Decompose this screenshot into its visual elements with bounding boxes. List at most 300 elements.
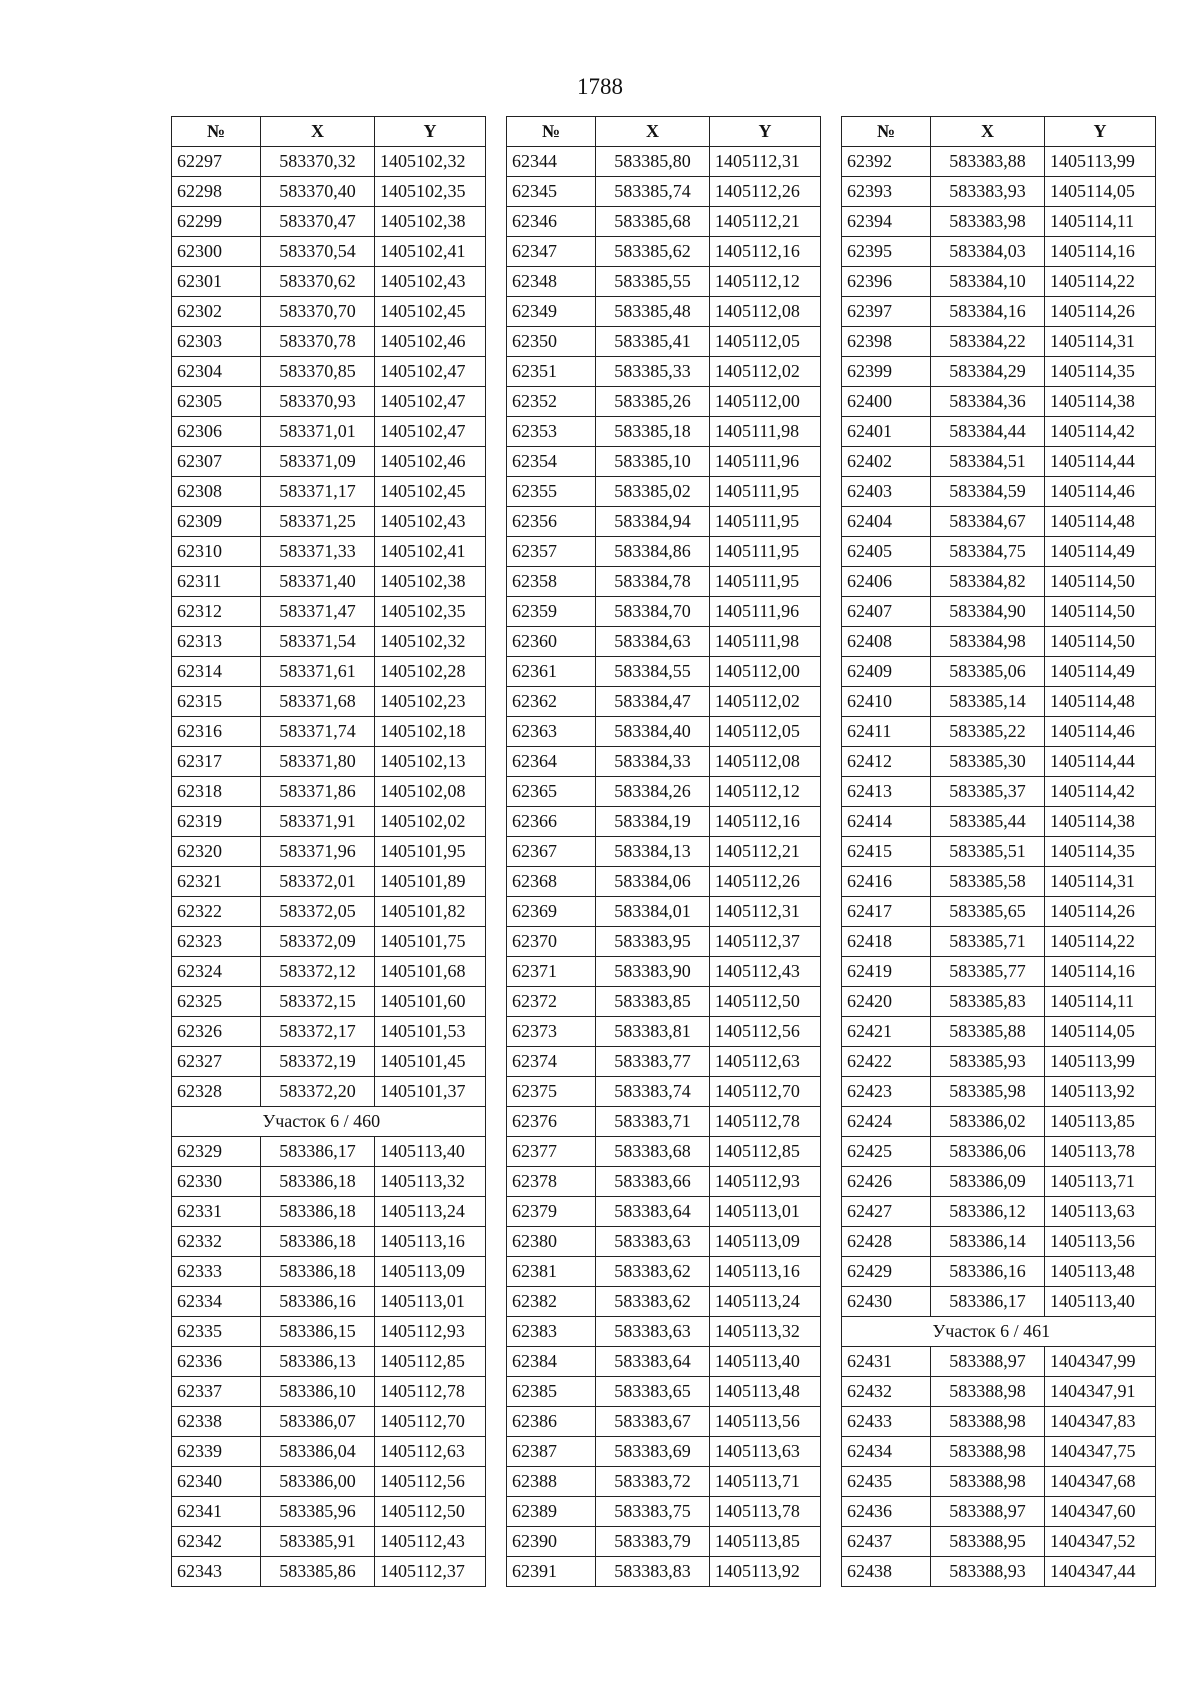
x-coordinate: 583384,44: [931, 417, 1045, 447]
coordinate-table-2: [506, 116, 821, 1587]
column-header-number: №: [172, 117, 261, 147]
point-number: 62406: [842, 567, 931, 597]
x-coordinate: 583383,72: [596, 1467, 710, 1497]
x-coordinate: 583370,40: [261, 177, 375, 207]
point-number: 62395: [842, 237, 931, 267]
table-row: [172, 1497, 486, 1527]
point-number: 62432: [842, 1377, 931, 1407]
y-coordinate: 1405112,12: [710, 777, 821, 807]
point-number: 62348: [507, 267, 596, 297]
y-coordinate: 1405114,38: [1045, 387, 1156, 417]
point-number: 62300: [172, 237, 261, 267]
x-coordinate: 583384,59: [931, 477, 1045, 507]
point-number: 62428: [842, 1227, 931, 1257]
table-row: [172, 477, 486, 507]
coordinate-table-3: [841, 116, 1156, 1587]
x-coordinate: 583371,47: [261, 597, 375, 627]
x-coordinate: 583371,61: [261, 657, 375, 687]
x-coordinate: 583385,44: [931, 807, 1045, 837]
point-number: 62375: [507, 1077, 596, 1107]
x-coordinate: 583386,04: [261, 1437, 375, 1467]
y-coordinate: 1405111,95: [710, 537, 821, 567]
table-row: [507, 897, 821, 927]
table-row: [172, 1407, 486, 1437]
y-coordinate: 1405112,93: [710, 1167, 821, 1197]
x-coordinate: 583384,70: [596, 597, 710, 627]
x-coordinate: 583385,96: [261, 1497, 375, 1527]
x-coordinate: 583385,71: [931, 927, 1045, 957]
x-coordinate: 583384,10: [931, 267, 1045, 297]
point-number: 62396: [842, 267, 931, 297]
y-coordinate: 1404347,68: [1045, 1467, 1156, 1497]
y-coordinate: 1405112,37: [375, 1557, 486, 1587]
y-coordinate: 1405113,85: [710, 1527, 821, 1557]
y-coordinate: 1405102,38: [375, 207, 486, 237]
x-coordinate: 583386,12: [931, 1197, 1045, 1227]
y-coordinate: 1405112,12: [710, 267, 821, 297]
point-number: 62366: [507, 807, 596, 837]
point-number: 62388: [507, 1467, 596, 1497]
table-row: [842, 1167, 1156, 1197]
y-coordinate: 1405113,16: [375, 1227, 486, 1257]
table-row: [172, 627, 486, 657]
y-coordinate: 1405113,71: [710, 1467, 821, 1497]
y-coordinate: 1404347,52: [1045, 1527, 1156, 1557]
x-coordinate: 583388,97: [931, 1497, 1045, 1527]
table-row: [172, 1317, 486, 1347]
table-row: [842, 567, 1156, 597]
x-coordinate: 583385,37: [931, 777, 1045, 807]
y-coordinate: 1405112,08: [710, 297, 821, 327]
x-coordinate: 583383,79: [596, 1527, 710, 1557]
table-row: [842, 867, 1156, 897]
table-row: [507, 1527, 821, 1557]
x-coordinate: 583385,55: [596, 267, 710, 297]
x-coordinate: 583385,91: [261, 1527, 375, 1557]
x-coordinate: 583372,12: [261, 957, 375, 987]
x-coordinate: 583384,01: [596, 897, 710, 927]
point-number: 62398: [842, 327, 931, 357]
point-number: 62328: [172, 1077, 261, 1107]
table-row: [172, 657, 486, 687]
point-number: 62407: [842, 597, 931, 627]
point-number: 62307: [172, 447, 261, 477]
point-number: 62370: [507, 927, 596, 957]
point-number: 62410: [842, 687, 931, 717]
point-number: 62312: [172, 597, 261, 627]
x-coordinate: 583385,86: [261, 1557, 375, 1587]
table-row: [507, 207, 821, 237]
table-row: [507, 687, 821, 717]
y-coordinate: 1405114,48: [1045, 507, 1156, 537]
x-coordinate: 583384,67: [931, 507, 1045, 537]
point-number: 62421: [842, 1017, 931, 1047]
x-coordinate: 583388,97: [931, 1347, 1045, 1377]
y-coordinate: 1405114,46: [1045, 477, 1156, 507]
column-header-y: Y: [1045, 117, 1156, 147]
y-coordinate: 1405101,75: [375, 927, 486, 957]
point-number: 62297: [172, 147, 261, 177]
x-coordinate: 583383,77: [596, 1047, 710, 1077]
point-number: 62402: [842, 447, 931, 477]
point-number: 62347: [507, 237, 596, 267]
x-coordinate: 583384,22: [931, 327, 1045, 357]
y-coordinate: 1405112,50: [375, 1497, 486, 1527]
y-coordinate: 1405113,99: [1045, 1047, 1156, 1077]
y-coordinate: 1405101,37: [375, 1077, 486, 1107]
table-row: [507, 297, 821, 327]
point-number: 62384: [507, 1347, 596, 1377]
y-coordinate: 1405113,32: [710, 1317, 821, 1347]
y-coordinate: 1405102,45: [375, 297, 486, 327]
y-coordinate: 1405102,28: [375, 657, 486, 687]
point-number: 62372: [507, 987, 596, 1017]
table-row: [842, 1017, 1156, 1047]
x-coordinate: 583385,06: [931, 657, 1045, 687]
table-row: [172, 297, 486, 327]
x-coordinate: 583371,80: [261, 747, 375, 777]
table-row: [842, 807, 1156, 837]
y-coordinate: 1405113,63: [710, 1437, 821, 1467]
point-number: 62299: [172, 207, 261, 237]
table-row: [507, 1377, 821, 1407]
y-coordinate: 1405112,70: [375, 1407, 486, 1437]
y-coordinate: 1405114,44: [1045, 447, 1156, 477]
y-coordinate: 1405113,09: [375, 1257, 486, 1287]
point-number: 62350: [507, 327, 596, 357]
x-coordinate: 583383,62: [596, 1257, 710, 1287]
point-number: 62306: [172, 417, 261, 447]
y-coordinate: 1405102,13: [375, 747, 486, 777]
point-number: 62381: [507, 1257, 596, 1287]
y-coordinate: 1405114,48: [1045, 687, 1156, 717]
point-number: 62365: [507, 777, 596, 807]
point-number: 62416: [842, 867, 931, 897]
x-coordinate: 583384,86: [596, 537, 710, 567]
point-number: 62304: [172, 357, 261, 387]
x-coordinate: 583372,19: [261, 1047, 375, 1077]
x-coordinate: 583371,86: [261, 777, 375, 807]
y-coordinate: 1405112,93: [375, 1317, 486, 1347]
table-row: [842, 1407, 1156, 1437]
x-coordinate: 583385,22: [931, 717, 1045, 747]
x-coordinate: 583384,82: [931, 567, 1045, 597]
y-coordinate: 1405112,63: [710, 1047, 821, 1077]
point-number: 62369: [507, 897, 596, 927]
y-coordinate: 1405112,21: [710, 837, 821, 867]
point-number: 62320: [172, 837, 261, 867]
point-number: 62435: [842, 1467, 931, 1497]
x-coordinate: 583386,17: [931, 1287, 1045, 1317]
y-coordinate: 1405114,16: [1045, 237, 1156, 267]
point-number: 62392: [842, 147, 931, 177]
x-coordinate: 583384,55: [596, 657, 710, 687]
table-row: [842, 267, 1156, 297]
header-row: [507, 117, 821, 147]
table-row: [507, 1257, 821, 1287]
point-number: 62371: [507, 957, 596, 987]
section-spacer: [172, 1107, 261, 1137]
table-row: [172, 717, 486, 747]
point-number: 62359: [507, 597, 596, 627]
x-coordinate: 583386,09: [931, 1167, 1045, 1197]
y-coordinate: 1405102,02: [375, 807, 486, 837]
page-number: 1788: [577, 74, 623, 99]
point-number: 62424: [842, 1107, 931, 1137]
table-row: [842, 387, 1156, 417]
y-coordinate: 1405113,56: [1045, 1227, 1156, 1257]
x-coordinate: 583370,78: [261, 327, 375, 357]
point-number: 62318: [172, 777, 261, 807]
x-coordinate: 583386,13: [261, 1347, 375, 1377]
point-number: 62386: [507, 1407, 596, 1437]
table-row: [507, 477, 821, 507]
point-number: 62338: [172, 1407, 261, 1437]
y-coordinate: 1405114,31: [1045, 327, 1156, 357]
point-number: 62355: [507, 477, 596, 507]
y-coordinate: 1405112,78: [710, 1107, 821, 1137]
point-number: 62354: [507, 447, 596, 477]
y-coordinate: 1405101,82: [375, 897, 486, 927]
table-row: [842, 747, 1156, 777]
point-number: 62431: [842, 1347, 931, 1377]
x-coordinate: 583383,63: [596, 1317, 710, 1347]
x-coordinate: 583383,62: [596, 1287, 710, 1317]
table-row: [172, 1347, 486, 1377]
point-number: 62408: [842, 627, 931, 657]
y-coordinate: 1404347,91: [1045, 1377, 1156, 1407]
y-coordinate: 1405101,60: [375, 987, 486, 1017]
table-row: [842, 1227, 1156, 1257]
table-row: [842, 1527, 1156, 1557]
x-coordinate: 583386,16: [931, 1257, 1045, 1287]
table-row: [507, 957, 821, 987]
x-coordinate: 583370,70: [261, 297, 375, 327]
y-coordinate: 1405102,23: [375, 687, 486, 717]
x-coordinate: 583386,00: [261, 1467, 375, 1497]
x-coordinate: 583383,83: [596, 1557, 710, 1587]
table-row: [507, 417, 821, 447]
section-row: [842, 1317, 1156, 1347]
x-coordinate: 583384,26: [596, 777, 710, 807]
point-number: 62362: [507, 687, 596, 717]
table-row: [507, 267, 821, 297]
x-coordinate: 583385,14: [931, 687, 1045, 717]
point-number: 62411: [842, 717, 931, 747]
x-coordinate: 583385,26: [596, 387, 710, 417]
x-coordinate: 583386,16: [261, 1287, 375, 1317]
point-number: 62314: [172, 657, 261, 687]
table-row: [507, 837, 821, 867]
section-label: Участок 6 / 460: [261, 1107, 486, 1137]
point-number: 62405: [842, 537, 931, 567]
x-coordinate: 583384,78: [596, 567, 710, 597]
y-coordinate: 1405102,41: [375, 237, 486, 267]
section-row: [172, 1107, 486, 1137]
table-row: [842, 837, 1156, 867]
point-number: 62363: [507, 717, 596, 747]
x-coordinate: 583386,02: [931, 1107, 1045, 1137]
x-coordinate: 583385,48: [596, 297, 710, 327]
point-number: 62391: [507, 1557, 596, 1587]
y-coordinate: 1405112,70: [710, 1077, 821, 1107]
table-row: [842, 327, 1156, 357]
y-coordinate: 1405112,21: [710, 207, 821, 237]
y-coordinate: 1405114,05: [1045, 1017, 1156, 1047]
table-row: [842, 957, 1156, 987]
y-coordinate: 1405113,48: [1045, 1257, 1156, 1287]
point-number: 62334: [172, 1287, 261, 1317]
point-number: 62337: [172, 1377, 261, 1407]
table-row: [172, 267, 486, 297]
table-row: [842, 1497, 1156, 1527]
y-coordinate: 1405113,48: [710, 1377, 821, 1407]
x-coordinate: 583383,65: [596, 1377, 710, 1407]
y-coordinate: 1405112,37: [710, 927, 821, 957]
table-row: [507, 387, 821, 417]
y-coordinate: 1405112,56: [375, 1467, 486, 1497]
y-coordinate: 1405112,43: [375, 1527, 486, 1557]
x-coordinate: 583385,80: [596, 147, 710, 177]
x-coordinate: 583386,18: [261, 1227, 375, 1257]
point-number: 62414: [842, 807, 931, 837]
x-coordinate: 583386,06: [931, 1137, 1045, 1167]
y-coordinate: 1405101,45: [375, 1047, 486, 1077]
x-coordinate: 583383,69: [596, 1437, 710, 1467]
y-coordinate: 1405113,71: [1045, 1167, 1156, 1197]
y-coordinate: 1405112,26: [710, 867, 821, 897]
table-row: [842, 207, 1156, 237]
point-number: 62425: [842, 1137, 931, 1167]
x-coordinate: 583384,90: [931, 597, 1045, 627]
x-coordinate: 583372,05: [261, 897, 375, 927]
x-coordinate: 583383,93: [931, 177, 1045, 207]
x-coordinate: 583385,74: [596, 177, 710, 207]
y-coordinate: 1405112,16: [710, 807, 821, 837]
point-number: 62353: [507, 417, 596, 447]
point-number: 62417: [842, 897, 931, 927]
y-coordinate: 1405112,26: [710, 177, 821, 207]
table-row: [842, 297, 1156, 327]
y-coordinate: 1405102,38: [375, 567, 486, 597]
table-row: [172, 567, 486, 597]
point-number: 62412: [842, 747, 931, 777]
point-number: 62385: [507, 1377, 596, 1407]
y-coordinate: 1405102,47: [375, 417, 486, 447]
y-coordinate: 1405114,35: [1045, 837, 1156, 867]
point-number: 62351: [507, 357, 596, 387]
y-coordinate: 1405102,41: [375, 537, 486, 567]
table-row: [172, 1047, 486, 1077]
y-coordinate: 1405114,31: [1045, 867, 1156, 897]
y-coordinate: 1405112,78: [375, 1377, 486, 1407]
table-row: [172, 1467, 486, 1497]
table-row: [842, 1197, 1156, 1227]
point-number: 62419: [842, 957, 931, 987]
y-coordinate: 1405114,11: [1045, 207, 1156, 237]
x-coordinate: 583385,41: [596, 327, 710, 357]
point-number: 62321: [172, 867, 261, 897]
table-row: [507, 747, 821, 777]
table-row: [507, 597, 821, 627]
point-number: 62349: [507, 297, 596, 327]
point-number: 62315: [172, 687, 261, 717]
y-coordinate: 1405111,96: [710, 597, 821, 627]
table-row: [842, 357, 1156, 387]
y-coordinate: 1405102,46: [375, 447, 486, 477]
y-coordinate: 1405112,00: [710, 387, 821, 417]
table-row: [507, 327, 821, 357]
x-coordinate: 583388,98: [931, 1377, 1045, 1407]
x-coordinate: 583386,18: [261, 1257, 375, 1287]
table-row: [172, 417, 486, 447]
y-coordinate: 1405112,02: [710, 687, 821, 717]
x-coordinate: 583386,14: [931, 1227, 1045, 1257]
x-coordinate: 583384,75: [931, 537, 1045, 567]
table-row: [842, 717, 1156, 747]
table-row: [172, 1377, 486, 1407]
x-coordinate: 583383,71: [596, 1107, 710, 1137]
table-row: [842, 1467, 1156, 1497]
point-number: 62298: [172, 177, 261, 207]
table-row: [172, 1227, 486, 1257]
x-coordinate: 583385,62: [596, 237, 710, 267]
table-row: [507, 1317, 821, 1347]
point-number: 62356: [507, 507, 596, 537]
y-coordinate: 1405101,89: [375, 867, 486, 897]
point-number: 62397: [842, 297, 931, 327]
y-coordinate: 1405112,63: [375, 1437, 486, 1467]
point-number: 62418: [842, 927, 931, 957]
point-number: 62434: [842, 1437, 931, 1467]
table-row: [842, 1557, 1156, 1587]
table-row: [842, 147, 1156, 177]
table-row: [507, 447, 821, 477]
x-coordinate: 583385,65: [931, 897, 1045, 927]
table-row: [507, 1227, 821, 1257]
table-row: [507, 1077, 821, 1107]
point-number: 62368: [507, 867, 596, 897]
x-coordinate: 583370,32: [261, 147, 375, 177]
x-coordinate: 583384,06: [596, 867, 710, 897]
point-number: 62433: [842, 1407, 931, 1437]
point-number: 62361: [507, 657, 596, 687]
table-row: [842, 927, 1156, 957]
point-number: 62317: [172, 747, 261, 777]
y-coordinate: 1405113,56: [710, 1407, 821, 1437]
y-coordinate: 1405112,02: [710, 357, 821, 387]
table-row: [842, 1257, 1156, 1287]
table-row: [842, 537, 1156, 567]
point-number: 62367: [507, 837, 596, 867]
y-coordinate: 1405102,47: [375, 357, 486, 387]
table-row: [172, 897, 486, 927]
x-coordinate: 583383,67: [596, 1407, 710, 1437]
table-row: [172, 1557, 486, 1587]
x-coordinate: 583383,68: [596, 1137, 710, 1167]
y-coordinate: 1405114,44: [1045, 747, 1156, 777]
table-row: [842, 777, 1156, 807]
y-coordinate: 1405102,35: [375, 597, 486, 627]
y-coordinate: 1405113,92: [710, 1557, 821, 1587]
y-coordinate: 1405114,16: [1045, 957, 1156, 987]
y-coordinate: 1405114,22: [1045, 267, 1156, 297]
column-header-x: X: [261, 117, 375, 147]
x-coordinate: 583385,30: [931, 747, 1045, 777]
x-coordinate: 583385,33: [596, 357, 710, 387]
point-number: 62387: [507, 1437, 596, 1467]
table-row: [842, 1437, 1156, 1467]
